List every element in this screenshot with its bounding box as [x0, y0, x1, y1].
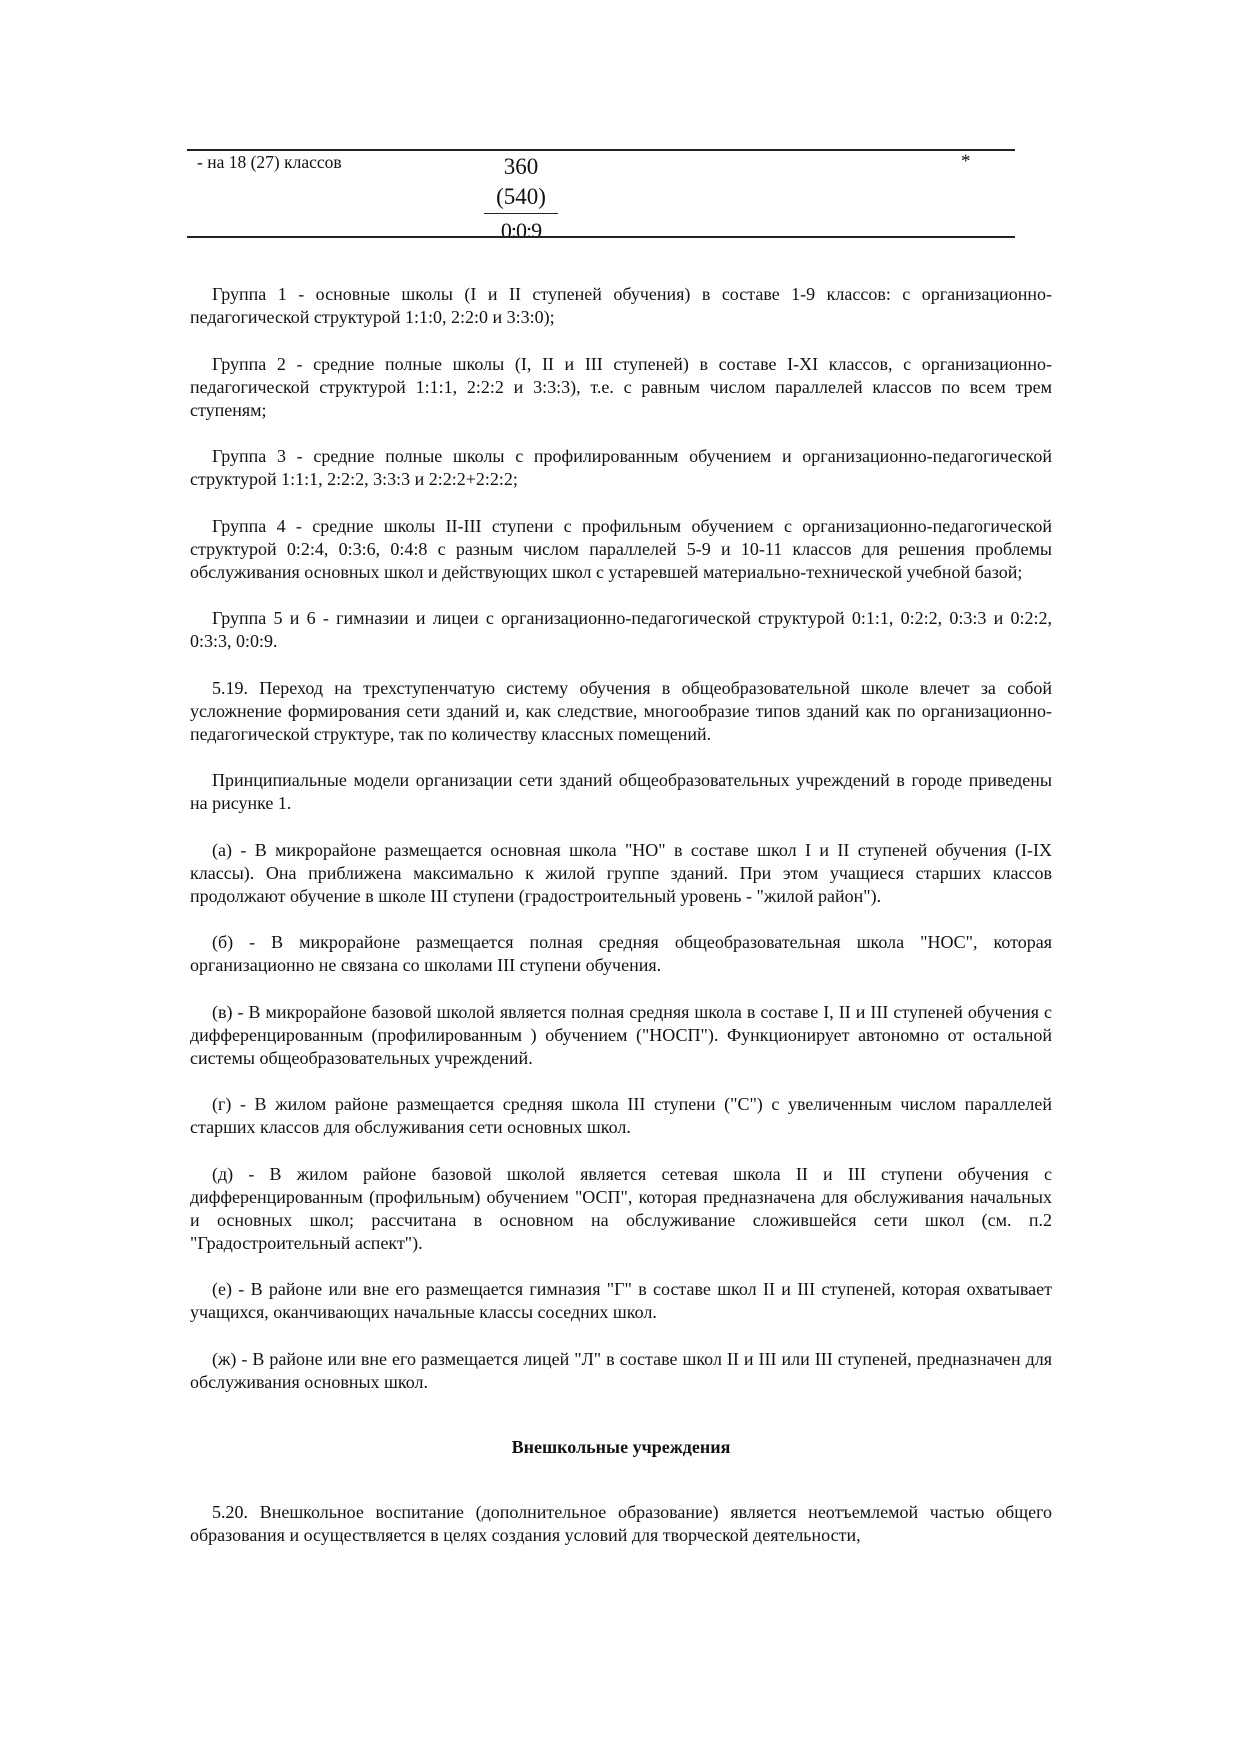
table-top-rule: [187, 149, 1015, 151]
paragraph: (е) - В районе или вне его размещается гимназия "Г" в составе школ II и III ступеней, которая охватывает учащихся, оканчивающих начальные классы соседних школ.: [190, 1279, 1052, 1322]
document-body: [190, 283, 1052, 1570]
paragraph: Группа 4 - средние школы II-III ступени с профильным обучением с организационно-педагогической структурой 0:2:4, 0:3:6, 0:4:8 с разным числом параллелей 5-9 и 10-11 классов для решения проблемы обслуживания основных школ и действующих школ с устаревшей материально-технической учебной базой;: [190, 515, 1052, 582]
paragraph: (а) - В микрорайоне размещается основная школа "НО" в составе школ I и II ступеней обучения (I-IX классы). Она приближена максимально к жилой группе зданий. При этом учащиеся старших классов продолжают обучение в школе III ступени (градостроительный уровень - "жилой район").: [190, 839, 1052, 906]
fraction-numerator: 360 (540): [484, 152, 558, 214]
table-asterisk: *: [961, 151, 971, 172]
paragraph: Группа 3 - средние полные школы с профилированным обучением и организационно-педагогической структурой 1:1:1, 2:2:2, 3:3:3 и 2:2:2+2:2:2;: [190, 446, 1052, 489]
paragraph: (в) - В микрорайоне базовой школой является полная средняя школа в составе I, II и III ступеней обучения с дифференцированным (профилированным ) обучением ("НОСП"). Функционирует автономно от остальной системы общеобразовательных учреждений.: [190, 1001, 1052, 1068]
paragraph: Группа 2 - средние полные школы (I, II и III ступеней) в составе I-XI классов, с организационно-педагогической структурой 1:1:1, 2:2:2 и 3:3:3), т.е. с равным числом параллелей классов по всем трем ступеням;: [190, 353, 1052, 420]
section-heading: Внешкольные учреждения: [511, 1436, 731, 1457]
paragraph: (г) - В жилом районе размещается средняя школа III ступени ("С") с увеличенным числом параллелей старших классов для обслуживания сети основных школ.: [190, 1094, 1052, 1137]
paragraph: (д) - В жилом районе базовой школой является сетевая школа II и III ступени обучения с дифференцированным (профильным) обучением "ОСП", которая предназначена для обслуживания начальных и основных школ; рассчитана в основном на обслуживание сложившейся сети школ (см. п.2 "Градостроительный аспект").: [190, 1163, 1052, 1253]
capacity-fraction: [484, 152, 558, 248]
paragraph: 5.19. Переход на трехступенчатую систему обучения в общеобразовательной школе влечет за собой усложнение формирования сети зданий и, как следствие, многообразие типов зданий как по организационно-педагогической структуре, так по количеству классных помещений.: [190, 677, 1052, 744]
paragraph: Группа 5 и 6 - гимназии и лицеи с организационно-педагогической структурой 0:1:1, 0:2:2, 0:3:3 и 0:2:2, 0:3:3, 0:0:9.: [190, 608, 1052, 651]
table-fragment: [187, 149, 1015, 243]
paragraph: 5.20. Внешкольное воспитание (дополнительное образование) является неотъемлемой частью общего образования и осуществляется в целях создания условий для творческой деятельности,: [190, 1501, 1052, 1545]
table-row-label: - на 18 (27) классов: [197, 152, 342, 172]
paragraph: Группа 1 - основные школы (I и II ступеней обучения) в составе 1-9 классов: с организационно-педагогической структурой 1:1:0, 2:2:0 и 3:3:0);: [190, 284, 1052, 327]
paragraph: (б) - В микрорайоне размещается полная средняя общеобразовательная школа "НОС", которая организационно не связана со школами III ступени обучения.: [190, 932, 1052, 975]
paragraph: (ж) - В районе или вне его размещается лицей "Л" в составе школ II и III или III ступеней, предназначен для обслуживания основных школ.: [190, 1348, 1052, 1392]
fraction-denominator: 0:0:9: [500, 218, 542, 243]
table-bottom-rule: [187, 236, 1015, 238]
paragraph: Принципиальные модели организации сети зданий общеобразовательных учреждений в городе приведены на рисунке 1.: [190, 770, 1052, 813]
